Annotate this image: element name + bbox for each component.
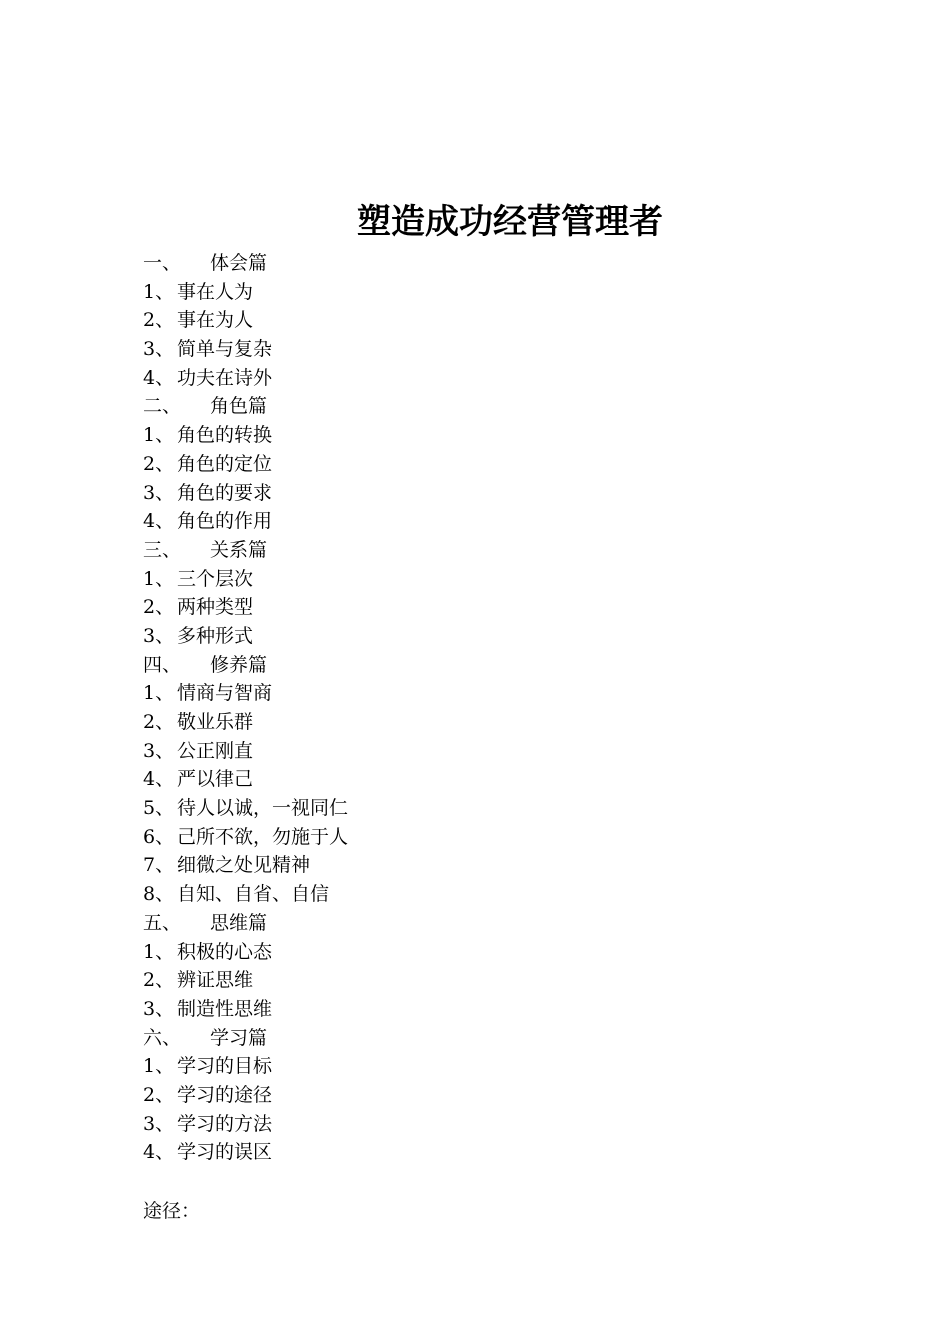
item-text: 自知、自省、自信 xyxy=(177,883,330,906)
section-title: 角色篇 xyxy=(210,395,268,418)
item-number: 1、 xyxy=(143,424,175,447)
section-title: 学习篇 xyxy=(210,1026,268,1049)
item-text: 学习的方法 xyxy=(177,1112,273,1135)
section-title: 思维篇 xyxy=(210,911,268,934)
item-text: 角色的转换 xyxy=(177,424,273,447)
item-text: 严以律己 xyxy=(177,768,254,791)
item-text: 敬业乐群 xyxy=(177,711,254,733)
item-number: 2、 xyxy=(143,969,175,992)
section-title: 体会篇 xyxy=(210,252,268,274)
list-item xyxy=(143,1081,763,1110)
item-number: 1、 xyxy=(143,1055,175,1078)
section-number: 五、 xyxy=(143,911,182,934)
section-heading xyxy=(143,392,763,421)
item-text: 事在为人 xyxy=(177,309,254,332)
item-number: 7、 xyxy=(143,854,175,877)
document-title: 塑造成功经营管理者 xyxy=(357,202,663,242)
item-number: 2、 xyxy=(143,309,175,332)
item-number: 3、 xyxy=(143,338,175,361)
section-number: 三、 xyxy=(143,538,182,561)
item-text: 细微之处见精神 xyxy=(177,854,311,877)
item-number: 5、 xyxy=(143,797,175,820)
section-title: 修养篇 xyxy=(210,653,268,676)
item-text: 制造性思维 xyxy=(177,997,273,1020)
list-item xyxy=(143,966,763,995)
list-item xyxy=(143,708,763,737)
section-heading xyxy=(143,909,763,938)
footer-label: 途径： xyxy=(143,1200,201,1222)
list-item xyxy=(143,851,763,880)
item-text: 简单与复杂 xyxy=(177,338,273,361)
list-item xyxy=(143,679,763,708)
item-number: 4、 xyxy=(143,1141,175,1164)
list-item xyxy=(143,593,763,622)
list-item xyxy=(143,450,763,479)
outline-list xyxy=(143,249,763,1167)
item-text: 己所不欲，勿施于人 xyxy=(177,825,349,848)
section-heading xyxy=(143,651,763,680)
item-number: 2、 xyxy=(143,1083,175,1106)
list-item xyxy=(143,1052,763,1081)
list-item xyxy=(143,507,763,536)
section-number: 一、 xyxy=(143,252,182,274)
item-number: 2、 xyxy=(143,596,175,619)
item-text: 情商与智商 xyxy=(177,682,273,705)
list-item xyxy=(143,765,763,794)
list-item xyxy=(143,938,763,967)
list-item xyxy=(143,1110,763,1139)
item-number: 4、 xyxy=(143,768,175,791)
item-text: 事在人为 xyxy=(177,280,254,303)
list-item xyxy=(143,565,763,594)
item-text: 多种形式 xyxy=(177,624,254,647)
item-text: 辨证思维 xyxy=(177,969,254,992)
item-number: 1、 xyxy=(143,682,175,705)
item-number: 3、 xyxy=(143,624,175,647)
item-number: 1、 xyxy=(143,280,175,303)
list-item xyxy=(143,479,763,508)
list-item xyxy=(143,421,763,450)
item-number: 2、 xyxy=(143,711,175,733)
item-number: 8、 xyxy=(143,883,175,906)
list-item xyxy=(143,335,763,364)
item-text: 积极的心态 xyxy=(177,940,273,963)
list-item xyxy=(143,737,763,766)
section-title: 关系篇 xyxy=(210,538,268,561)
section-number: 四、 xyxy=(143,653,182,676)
list-item xyxy=(143,794,763,823)
list-item xyxy=(143,306,763,335)
item-number: 4、 xyxy=(143,366,175,389)
section-heading xyxy=(143,536,763,565)
item-text: 待人以诚，一视同仁 xyxy=(177,797,349,820)
section-number: 二、 xyxy=(143,395,182,418)
item-text: 三个层次 xyxy=(177,567,254,590)
item-number: 4、 xyxy=(143,510,175,533)
section-heading xyxy=(143,249,763,278)
item-number: 3、 xyxy=(143,481,175,504)
item-text: 两种类型 xyxy=(177,596,254,619)
item-number: 6、 xyxy=(143,825,175,848)
item-text: 学习的误区 xyxy=(177,1141,273,1164)
list-item xyxy=(143,622,763,651)
item-text: 角色的要求 xyxy=(177,481,273,504)
item-text: 学习的目标 xyxy=(177,1055,273,1078)
item-text: 功夫在诗外 xyxy=(177,366,273,389)
section-number: 六、 xyxy=(143,1026,182,1049)
item-number: 2、 xyxy=(143,452,175,475)
item-number: 1、 xyxy=(143,940,175,963)
list-item xyxy=(143,995,763,1024)
item-number: 3、 xyxy=(143,997,175,1020)
list-item xyxy=(143,1138,763,1167)
list-item xyxy=(143,823,763,852)
item-number: 3、 xyxy=(143,1112,175,1135)
item-text: 角色的定位 xyxy=(177,452,273,475)
item-number: 1、 xyxy=(143,567,175,590)
item-text: 学习的途径 xyxy=(177,1083,273,1106)
item-text: 公正刚直 xyxy=(177,739,254,762)
section-heading xyxy=(143,1024,763,1053)
list-item xyxy=(143,364,763,393)
item-text: 角色的作用 xyxy=(177,510,273,533)
list-item xyxy=(143,278,763,307)
list-item xyxy=(143,880,763,909)
item-number: 3、 xyxy=(143,739,175,762)
